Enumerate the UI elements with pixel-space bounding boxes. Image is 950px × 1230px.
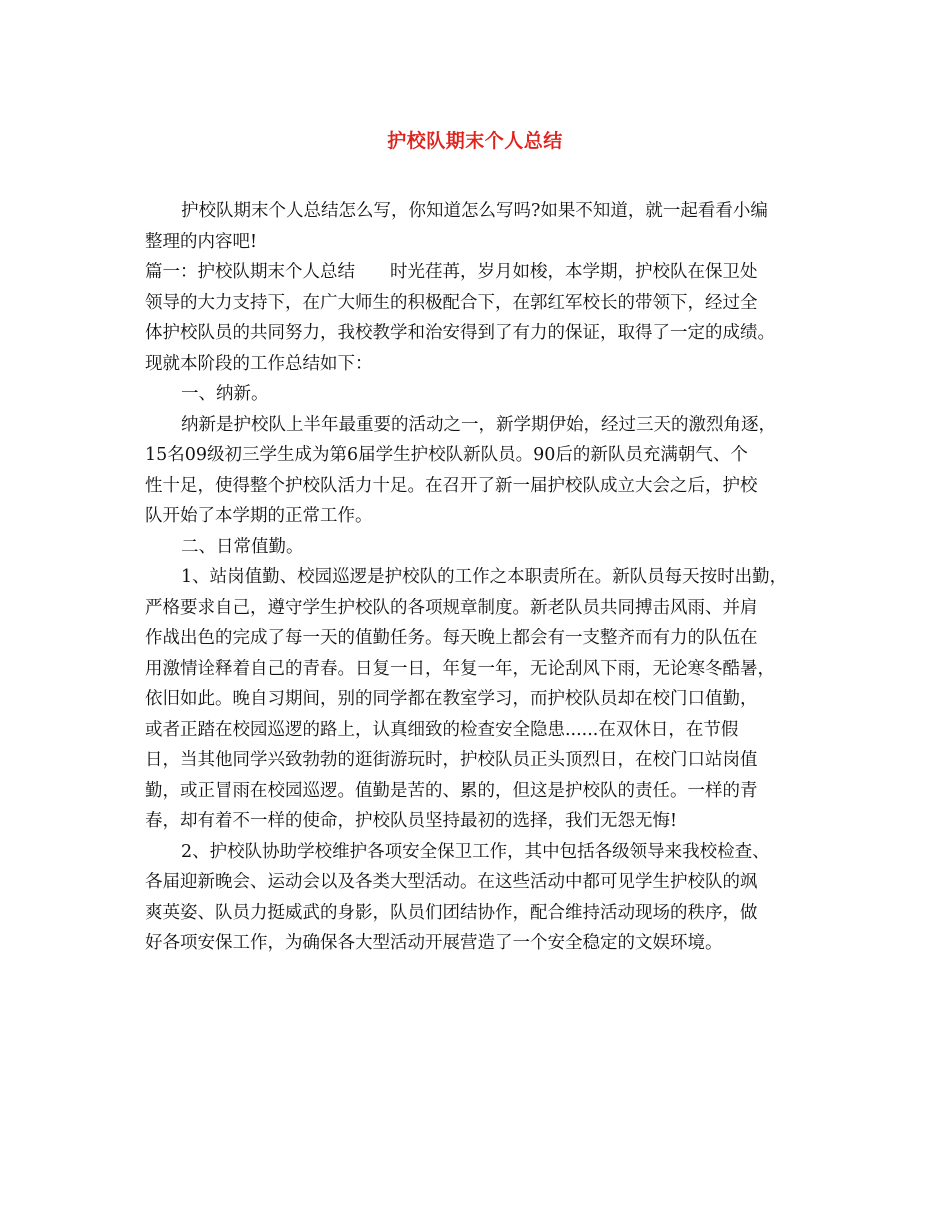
- paragraph-line: 用激情诠释着自己的青春。日复一日，年复一年，无论刮风下雨，无论寒冬酷暑，: [145, 658, 775, 679]
- paragraph-line: 队开始了本学期的正常工作。: [145, 506, 373, 526]
- paragraph-line: 护校队期末个人总结怎么写，你知道怎么写吗?如果不知道，就一起看看小编: [181, 201, 768, 221]
- paragraph-line: 整理的内容吧!: [145, 231, 258, 252]
- paragraph-line: 依旧如此。晚自习期间，别的同学都在教室学习，而护校队员却在校门口值勤，: [145, 689, 758, 709]
- paragraph-line: 日，当其他同学兴致勃勃的逛街游玩时，护校队员正头顶烈日，在校门口站岗值: [145, 750, 758, 770]
- paragraph-line: 作战出色的完成了每一天的值勤任务。每天晚上都会有一支整齐而有力的队伍在: [145, 628, 758, 648]
- paragraph-line: 好各项安保工作，为确保各大型活动开展营造了一个安全稳定的文娱环境。: [145, 933, 723, 953]
- paragraph-line: 现就本阶段的工作总结如下：: [145, 353, 373, 374]
- document-title: 护校队期末个人总结: [387, 130, 563, 152]
- paragraph-line: 勤，或正冒雨在校园巡逻。值勤是苦的、累的，但这是护校队的责任。一样的青: [145, 780, 758, 801]
- paragraph-line: 纳新是护校队上半年最重要的活动之一，新学期伊始，经过三天的激烈角逐，: [181, 414, 776, 435]
- paragraph-line: 篇一：护校队期末个人总结 时光荏苒，岁月如梭，本学期，护校队在保卫处: [145, 262, 758, 282]
- paragraph-line: 爽英姿、队员力挺威武的身影，队员们团结协作，配合维持活动现场的秩序，做: [145, 902, 758, 923]
- paragraph-line: 2、护校队协助学校维护各项安全保卫工作，其中包括各级领导来我校检查、: [181, 841, 770, 862]
- paragraph-line: 或者正踏在校园巡逻的路上，认真细致的检查安全隐患......在双休日，在节假: [145, 719, 739, 740]
- paragraph-line: 领导的大力支持下，在广大师生的积极配合下，在郭红军校长的带领下，经过全: [145, 292, 758, 313]
- section-heading: 二、日常值勤。: [181, 536, 304, 557]
- paragraph-line: 体护校队员的共同努力，我校教学和治安得到了有力的保证，取得了一定的成绩。: [145, 323, 775, 343]
- paragraph-line: 严格要求自己，遵守学生护校队的各项规章制度。新老队员共同搏击风雨、并肩: [145, 597, 758, 618]
- paragraph-line: 15名09级初三学生成为第6届学生护校队新队员。90后的新队员充满朝气、个: [145, 445, 748, 465]
- document-body: [145, 196, 805, 959]
- paragraph-line: 各届迎新晚会、运动会以及各类大型活动。在这些活动中都可见学生护校队的飒: [145, 872, 758, 892]
- paragraph-line: 性十足，使得整个护校队活力十足。在召开了新一届护校队成立大会之后，护校: [145, 475, 758, 496]
- section-heading: 一、纳新。: [181, 384, 269, 404]
- paragraph-line: 春，却有着不一样的使命，护校队员坚持最初的选择，我们无怨无悔!: [145, 811, 678, 831]
- paragraph-line: 1、站岗值勤、校园巡逻是护校队的工作之本职责所在。新队员每天按时出勤，: [181, 567, 788, 587]
